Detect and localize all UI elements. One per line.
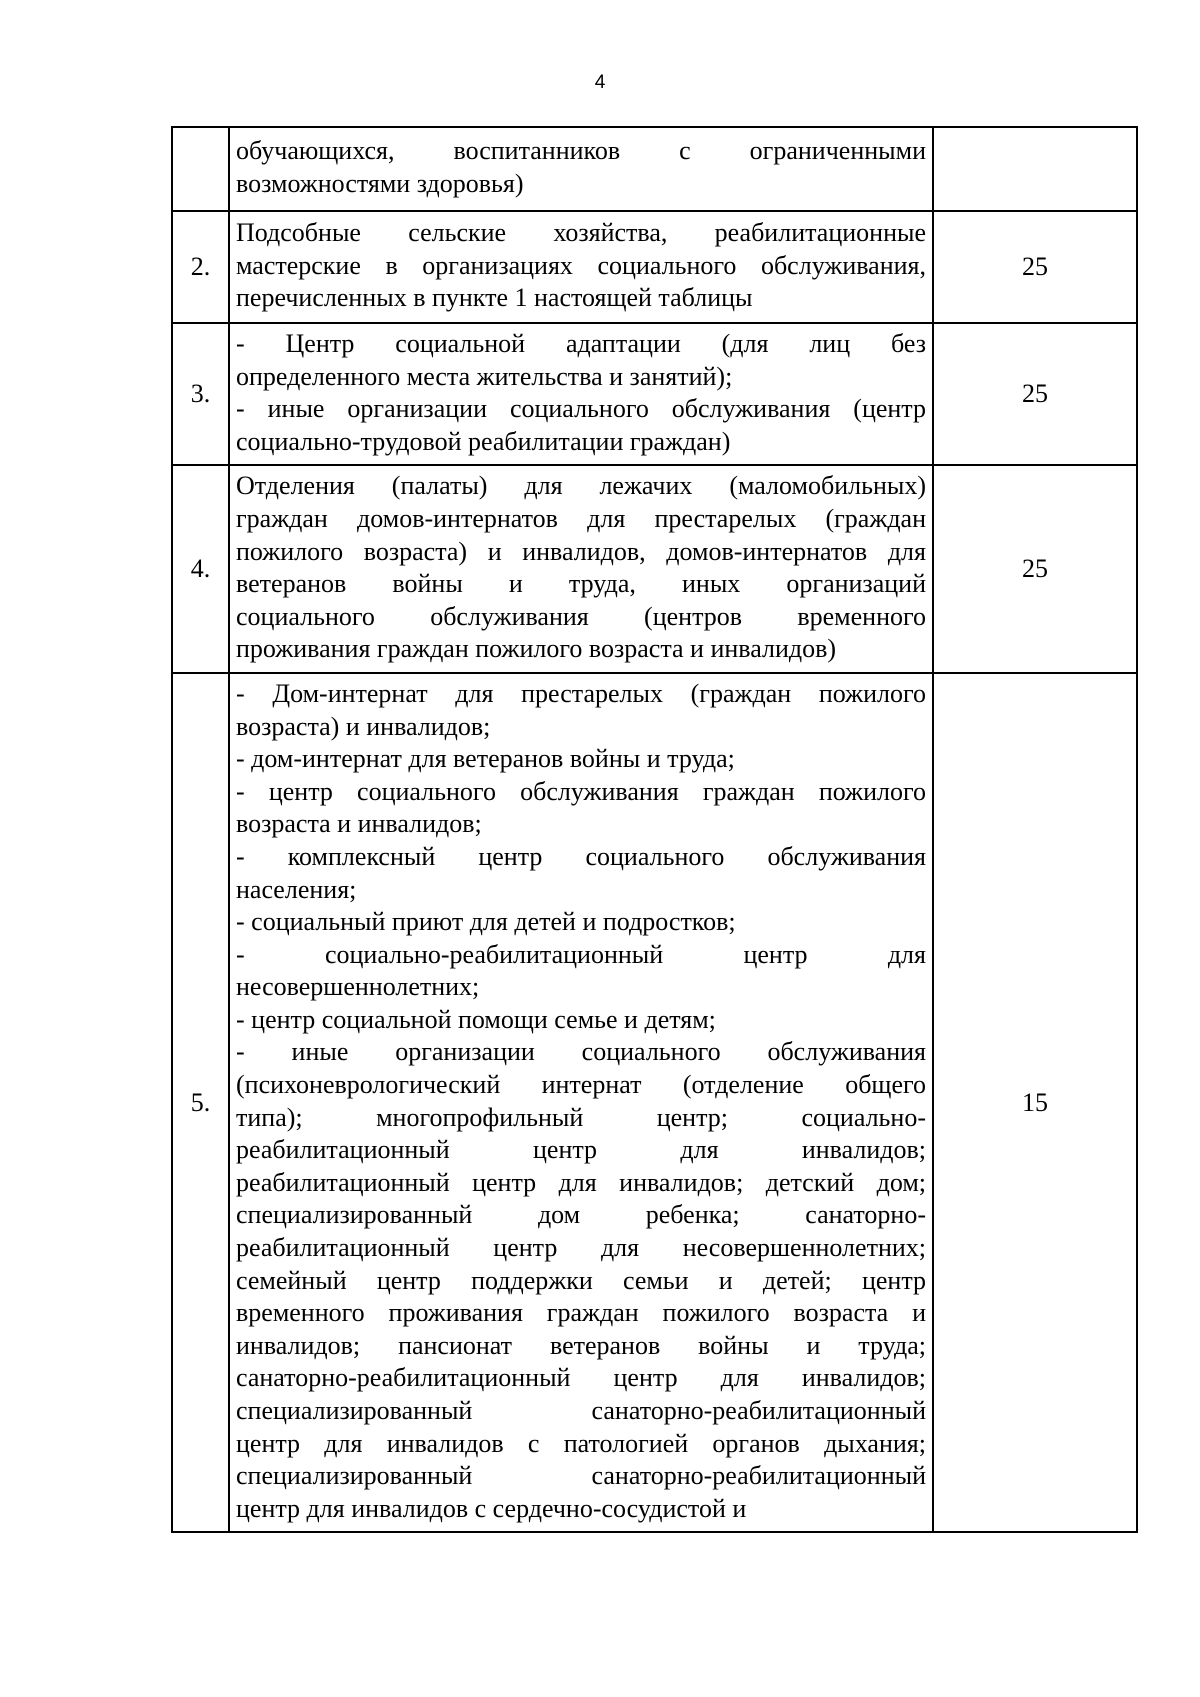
description-line: обучающихся, воспитанников с ограниченными: [236, 136, 926, 166]
description-line: ветеранов войны и труда, иных организаций: [236, 569, 926, 599]
description-line: несовершеннолетних;: [236, 972, 480, 1002]
description-line: определенного места жительства и занятий);: [236, 361, 733, 391]
description-line: проживания граждан пожилого возраста и инвалидов): [236, 634, 837, 664]
row-value: [933, 127, 1137, 211]
description-line: центр для инвалидов с патологией органов дыхания;: [236, 1428, 926, 1458]
description-line: возраста) и инвалидов;: [236, 711, 491, 741]
description-line: центр для инвалидов с сердечно-сосудистой и: [236, 1493, 747, 1523]
rates-table: [171, 126, 1138, 1533]
description-line: специализированный санаторно-реабилитационный: [236, 1396, 926, 1425]
table-row: [172, 465, 1137, 673]
table-row: [172, 211, 1137, 323]
description-line: - дом-интернат для ветеранов войны и труда;: [236, 744, 735, 774]
page-number: 4: [594, 72, 606, 93]
row-number: 5.: [172, 673, 229, 1532]
description-line: - центр социального обслуживания граждан пожилого: [236, 776, 926, 806]
description-line: реабилитационный центр для инвалидов; детский дом;: [236, 1167, 926, 1197]
row-description: [229, 127, 933, 211]
description-line: социального обслуживания (центров временного: [236, 601, 926, 631]
description-line: реабилитационный центр для несовершеннолетних;: [236, 1233, 926, 1263]
description-line: - Центр социальной адаптации (для лиц без: [236, 329, 926, 358]
description-line: пожилого возраста) и инвалидов, домов-интернатов для: [236, 536, 926, 566]
description-line: - социальный приют для детей и подростков;: [236, 907, 736, 937]
description-line: Подсобные сельские хозяйства, реабилитационные: [236, 218, 926, 248]
description-line: населения;: [236, 874, 357, 904]
description-line: граждан домов-интернатов для престарелых (граждан: [236, 503, 926, 533]
row-value: 25: [933, 323, 1137, 465]
description-line: санаторно-реабилитационный центр для инвалидов;: [236, 1363, 926, 1393]
description-line: - центр социальной помощи семье и детям;: [236, 1004, 716, 1034]
description-line: типа); многопрофильный центр; социально-: [236, 1102, 926, 1132]
description-line: социально-трудовой реабилитации граждан): [236, 426, 731, 456]
row-description: [229, 465, 933, 673]
description-line: инвалидов; пансионат ветеранов войны и труда;: [236, 1330, 926, 1360]
description-line: Отделения (палаты) для лежачих (маломобильных): [236, 471, 926, 501]
description-line: - Дом-интернат для престарелых (граждан пожилого: [236, 678, 926, 708]
description-line: реабилитационный центр для инвалидов;: [236, 1135, 926, 1165]
table-row: [172, 673, 1137, 1532]
description-line: мастерские в организациях социального обслуживания,: [236, 250, 926, 280]
description-line: перечисленных в пункте 1 настоящей таблицы: [236, 283, 753, 313]
description-line: специализированный санаторно-реабилитационный: [236, 1461, 926, 1491]
row-number: 3.: [172, 323, 229, 465]
row-description: [229, 673, 933, 1532]
table-row: [172, 323, 1137, 465]
description-line: - социально-реабилитационный центр для: [236, 939, 926, 969]
row-value: 25: [933, 465, 1137, 673]
row-value: 25: [933, 211, 1137, 323]
description-line: временного проживания граждан пожилого возраста и: [236, 1298, 926, 1328]
description-line: семейный центр поддержки семьи и детей; центр: [236, 1265, 926, 1295]
row-number: 4.: [172, 465, 229, 673]
row-description: [229, 323, 933, 465]
description-line: возможностями здоровья): [236, 169, 524, 198]
description-line: - иные организации социального обслуживания: [236, 1037, 926, 1067]
row-number: 2.: [172, 211, 229, 323]
description-line: возраста и инвалидов;: [236, 809, 482, 839]
description-line: специализированный дом ребенка; санаторно-: [236, 1200, 926, 1230]
description-line: - иные организации социального обслуживания (центр: [236, 394, 926, 424]
row-number: [172, 127, 229, 211]
row-value: 15: [933, 673, 1137, 1532]
row-description: [229, 211, 933, 323]
table-body: [172, 127, 1137, 1532]
description-line: (психоневрологический интернат (отделение общего: [236, 1070, 926, 1100]
description-line: - комплексный центр социального обслуживания: [236, 841, 926, 871]
table-row: [172, 127, 1137, 211]
